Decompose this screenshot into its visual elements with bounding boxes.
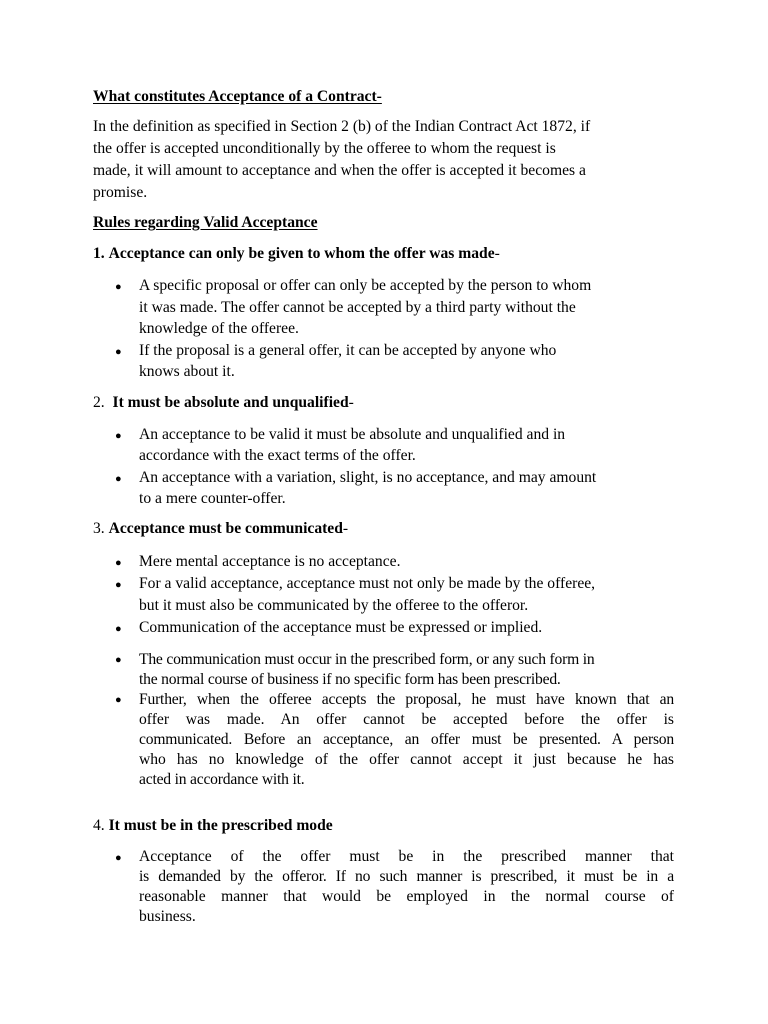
bullet-icon: ● <box>115 579 122 591</box>
intro-line: made, it will amount to acceptance and when the offer is accepted it becomes a <box>93 162 586 179</box>
bullet-icon: ● <box>115 654 122 666</box>
bullet-line: the normal course of business if no specific form has been prescribed. <box>139 671 561 688</box>
bullet-line: The communication must occur in the prescribed form, or any such form in <box>139 651 595 668</box>
bullet-line: knows about it. <box>139 363 235 380</box>
bullet-line: A specific proposal or offer can only be accepted by the person to whom <box>139 277 592 294</box>
bullet-icon: ● <box>115 852 122 864</box>
title-text: What constitutes Acceptance of a Contract- <box>93 88 382 105</box>
section-heading-suffix: - <box>494 245 500 262</box>
bullet-line: it was made. The offer cannot be accepted by a third party without the <box>139 299 576 316</box>
bullet-icon: ● <box>115 694 122 706</box>
intro-line: promise. <box>93 184 148 201</box>
bullet-line: An acceptance with a variation, slight, is no acceptance, and may amount <box>139 469 597 486</box>
bullet-line: If the proposal is a general offer, it can be accepted by anyone who <box>139 342 557 359</box>
intro-line: the offer is accepted unconditionally by the offeree to whom the request is <box>93 140 556 157</box>
bullet-icon: ● <box>115 623 122 635</box>
section-heading-text: It must be absolute and unqualified <box>112 394 349 411</box>
section-number: 2. <box>93 394 105 411</box>
section-number: 3. <box>93 520 105 537</box>
section-heading-suffix: - <box>348 394 354 411</box>
section-number: 4. <box>93 817 105 834</box>
section-heading <box>93 394 354 412</box>
bullet-icon: ● <box>115 346 122 358</box>
bullet-line: Further, when the offeree accepts the proposal, he must have known that an <box>139 691 674 708</box>
section-number: 1. <box>93 245 105 262</box>
bullet-line: An acceptance to be valid it must be absolute and unqualified and in <box>139 426 566 443</box>
bullet-line: accordance with the exact terms of the offer. <box>139 447 416 464</box>
bullet-line: offer was made. An offer cannot be accepted before the offer is <box>139 711 674 728</box>
bullet-line: reasonable manner that would be employed in the normal course of <box>139 888 674 905</box>
document-title <box>93 88 382 106</box>
bullet-line: is demanded by the offeror. If no such manner is prescribed, it must be in a <box>139 868 674 885</box>
section-heading-suffix: - <box>342 520 349 537</box>
rules-heading: Rules regarding Valid Acceptance <box>93 214 318 231</box>
bullet-icon: ● <box>115 281 122 293</box>
bullet-line: acted in accordance with it. <box>139 771 305 788</box>
bullet-line: Communication of the acceptance must be expressed or implied. <box>139 619 543 636</box>
intro-line: In the definition as specified in Section 2 (b) of the Indian Contract Act 1872, if <box>93 118 591 135</box>
bullet-icon: ● <box>115 557 122 569</box>
bullet-line: Acceptance of the offer must be in the prescribed manner that <box>139 848 674 865</box>
bullet-icon: ● <box>115 430 122 442</box>
bullet-line: communicated. Before an acceptance, an offer must be presented. A person <box>139 731 674 748</box>
bullet-line: Mere mental acceptance is no acceptance. <box>139 553 401 570</box>
bullet-line: to a mere counter-offer. <box>139 490 286 507</box>
section-heading <box>93 245 500 263</box>
bullet-line: but it must also be communicated by the offeree to the offeror. <box>139 597 529 614</box>
bullet-line: business. <box>139 908 196 925</box>
bullet-line: who has no knowledge of the offer cannot accept it just because he has <box>139 751 674 768</box>
bullet-icon: ● <box>115 473 122 485</box>
bullet-line: knowledge of the offeree. <box>139 320 299 337</box>
section-heading <box>93 520 348 538</box>
bullet-line: For a valid acceptance, acceptance must not only be made by the offeree, <box>139 575 596 592</box>
section-heading <box>93 817 333 835</box>
section-heading-text: It must be in the prescribed mode <box>108 817 333 834</box>
section-heading-text: Acceptance must be communicated <box>108 520 343 537</box>
section-heading-text: Acceptance can only be given to whom the offer was made <box>108 245 495 262</box>
